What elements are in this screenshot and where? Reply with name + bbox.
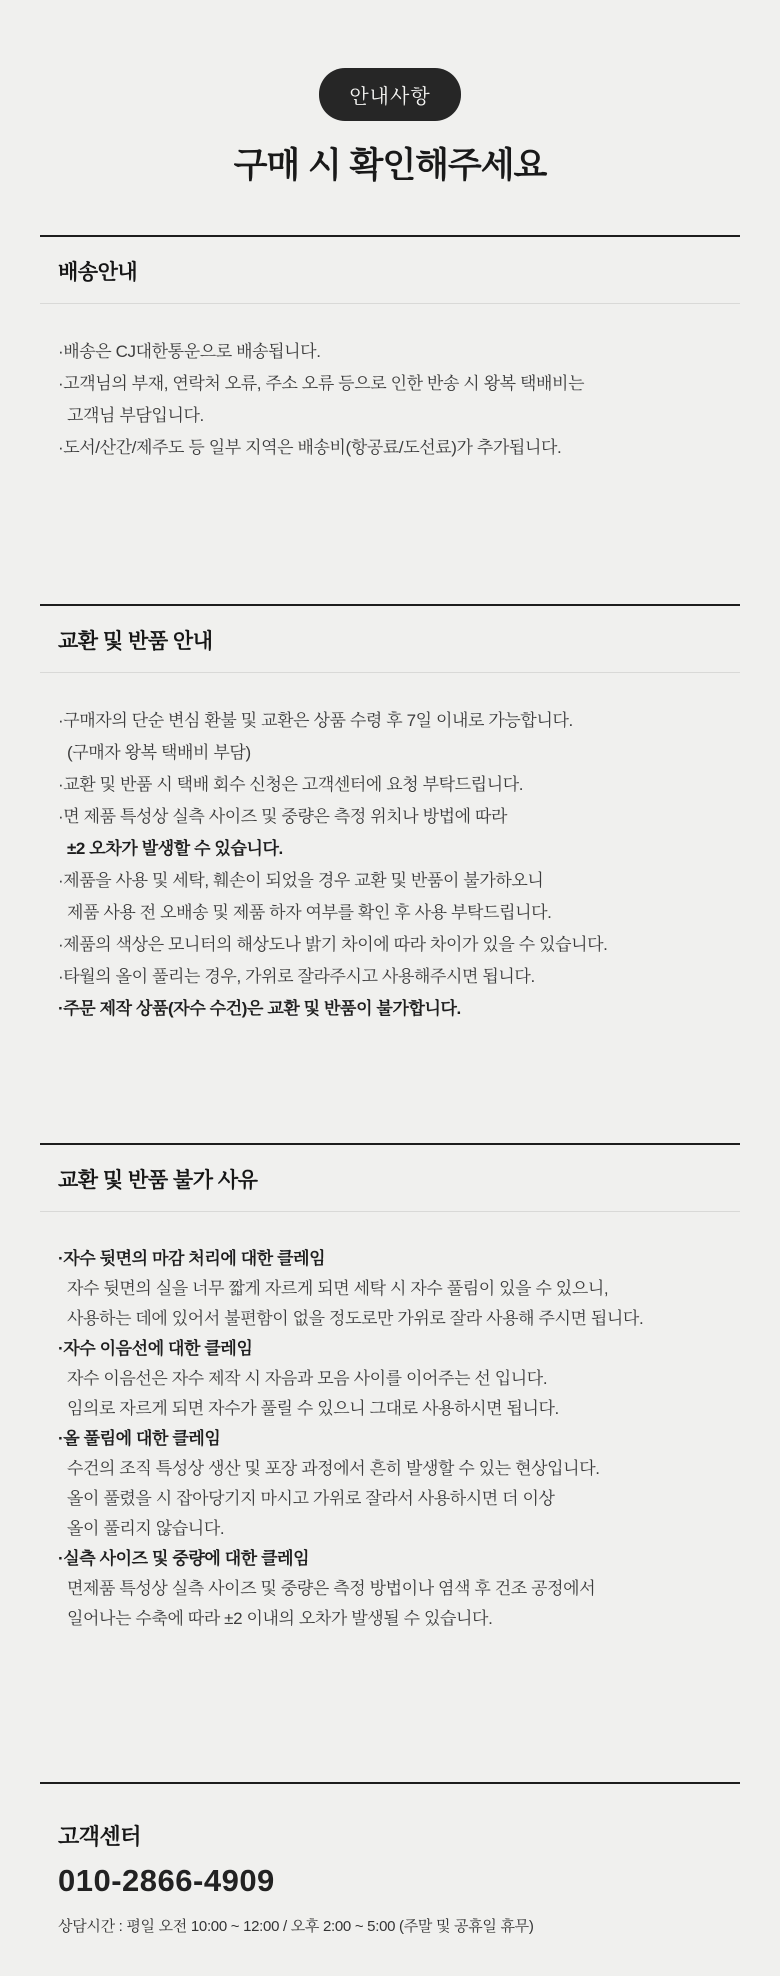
notice-line: ·제품을 사용 및 세탁, 훼손이 되었을 경우 교환 및 반품이 불가하오니 (58, 871, 544, 890)
notice-section (40, 604, 740, 1097)
notice-line: ·주문 제작 상품(자수 수건)은 교환 및 반품이 불가합니다. (58, 999, 461, 1018)
notice-line: 자수 뒷면의 실을 너무 짧게 자르게 되면 세탁 시 자수 풀림이 있을 수 있으니, (67, 1279, 609, 1298)
notice-badge: 안내사항 (319, 68, 460, 121)
sections-container (40, 235, 740, 1700)
notice-line: ·올 풀림에 대한 클레임 (58, 1429, 221, 1448)
notice-section (40, 1143, 740, 1700)
notice-line: 면제품 특성상 실측 사이즈 및 중량은 측정 방법이나 염색 후 건조 공정에서 (67, 1579, 596, 1598)
section-title: 교환 및 반품 불가 사유 (40, 1145, 740, 1212)
notice-line: ·타월의 올이 풀리는 경우, 가위로 잘라주시고 사용해주시면 됩니다. (58, 967, 535, 986)
notice-line: ·면 제품 특성상 실측 사이즈 및 중량은 측정 위치나 방법에 따라 (58, 807, 508, 826)
notice-line: 자수 이음선은 자수 제작 시 자음과 모음 사이를 이어주는 선 입니다. (67, 1369, 548, 1388)
notice-line: ·자수 이음선에 대한 클레임 (58, 1339, 253, 1358)
notice-line: 수건의 조직 특성상 생산 및 포장 과정에서 흔히 발생할 수 있는 현상입니다. (67, 1459, 600, 1478)
section-title: 배송안내 (40, 237, 740, 304)
notice-line: 사용하는 데에 있어서 불편함이 없을 정도로만 가위로 잘라 사용해 주시면 됩니다. (67, 1309, 644, 1328)
notice-line: ·실측 사이즈 및 중량에 대한 클레임 (58, 1549, 310, 1568)
notice-section (40, 235, 740, 558)
customer-center-section (40, 1782, 740, 1936)
notice-line: ·구매자의 단순 변심 환불 및 교환은 상품 수령 후 7일 이내로 가능합니다. (58, 711, 573, 730)
notice-line: ·제품의 색상은 모니터의 해상도나 밝기 차이에 따라 차이가 있을 수 있습니다. (58, 935, 608, 954)
notice-line: ·도서/산간/제주도 등 일부 지역은 배송비(항공료/도선료)가 추가됩니다. (58, 438, 562, 457)
customer-center-title: 고객센터 (58, 1824, 142, 1849)
section-title: 교환 및 반품 안내 (40, 606, 740, 673)
notice-line: 고객님 부담입니다. (67, 406, 204, 425)
notice-line: (구매자 왕복 택배비 부담) (67, 743, 251, 762)
notice-line: 일어나는 수축에 따라 ±2 이내의 오차가 발생될 수 있습니다. (67, 1609, 493, 1628)
notice-line: 임의로 자르게 되면 자수가 풀릴 수 있으니 그대로 사용하시면 됩니다. (67, 1399, 559, 1418)
notice-line: 제품 사용 전 오배송 및 제품 하자 여부를 확인 후 사용 부탁드립니다. (67, 903, 552, 922)
customer-center-hours: 상담시간 : 평일 오전 10:00 ~ 12:00 / 오후 2:00 ~ 5:00 (주말 및 공휴일 휴무) (58, 1918, 534, 1935)
notice-line: 올이 풀리지 않습니다. (67, 1519, 225, 1538)
badge-container (40, 68, 740, 121)
notice-line: 올이 풀렸을 시 잡아당기지 마시고 가위로 잘라서 사용하시면 더 이상 (67, 1489, 555, 1508)
section-body (40, 673, 740, 1097)
notice-line: ·배송은 CJ대한통운으로 배송됩니다. (58, 342, 321, 361)
notice-line: ·자수 뒷면의 마감 처리에 대한 클레임 (58, 1249, 326, 1268)
notice-line: ±2 오차가 발생할 수 있습니다. (67, 839, 283, 858)
customer-center-phone: 010-2866-4909 (58, 1863, 275, 1898)
section-body (40, 1212, 740, 1700)
notice-line: ·교환 및 반품 시 택배 회수 신청은 고객센터에 요청 부탁드립니다. (58, 775, 524, 794)
notice-line: ·고객님의 부재, 연락처 오류, 주소 오류 등으로 인한 반송 시 왕복 택배비는 (58, 374, 585, 393)
page-title: 구매 시 확인해주세요 (233, 146, 547, 185)
section-body (40, 304, 740, 558)
